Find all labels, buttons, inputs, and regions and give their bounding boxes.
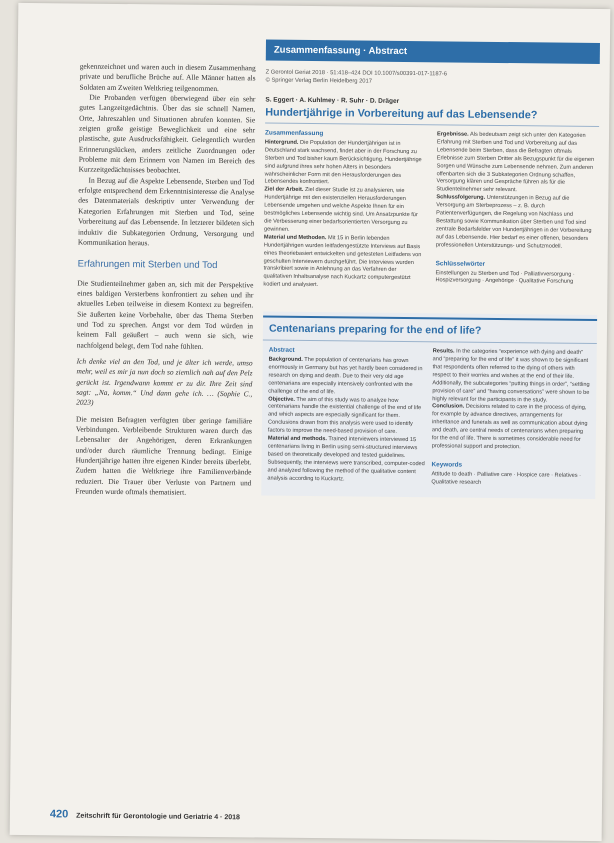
keywords: Attitude to death · Palliative care · Hospice care · Relatives · Qualitative research	[431, 471, 582, 486]
page-footer	[50, 808, 240, 822]
citation-line: Z Gerontol Geriat 2018 · 51:418–424 DOI 10.1007/s00391-017-1187-6	[265, 69, 448, 78]
abstract-part: Hintergrund. Die Population der Hundertjährigen ist in Deutschland stark wachsend, findet aber in der Forschung zu Sterben und Tod bisher kaum Berücksichtigung. Hundertjährige sind aufgrund ihres sehr hohen Alters in besonders wahrscheinlicher Form mit den Herausforderungen des Lebensendes konfrontiert.	[264, 139, 422, 186]
body-paragraph: Die Studienteilnehmer gaben an, sich mit der Perspektive eines baldigen Versterbens konfrontiert zu sehen und ihr aktuelles Leben teilweise in diesem Kontext zu begreifen. Sie äußerten keine Vorbehalte, über das Thema Sterben und Tod zu sprechen. Angst vor dem Tod würden in keinem Fall geäußert – auch wenn sie sich, wie nachfolgend belegt, dem Tod nahe fühlten.	[76, 278, 254, 351]
abstract-part: Results. In the categories “experience with dying and death” and “preparing for the end of life” it was shown to be significant that respondents often referred to the dying of others with respect to their worries and wishes at the end of their life. Additionally, the subcategories “putting things in order”, “settling provision of care” and “having conversations” were shown to be highly relevant for the participants in the study.	[432, 348, 590, 404]
copyright-line: © Springer Verlag Berlin Heidelberg 2017	[265, 77, 373, 85]
abstract-part: Objective. The aim of this study was to analyze how centenarians handle the existential challenge of the end of life and which aspects are especially significant for them. Conclusions drawn from this analysis were used to identify factors to improve the need-based provision of care.	[267, 396, 422, 436]
section-heading: Erfahrungen mit Sterben und Tod	[77, 258, 218, 272]
abstract-part: Material und Methoden. Mit 15 in Berlin lebenden Hundertjährigen wurden leitfadengestützte Interviews auf Basis eines theoriebasiert entwickelten und getesteten Leitfadens von geschulten Interviewern durchgeführt. Die Interviews wurden transkribiert sowie in Anlehnung an das Verfahren der qualitativen Inhaltsanalyse nach Kuckartz computergestützt kodiert und analysiert.	[263, 234, 422, 289]
german-abstract-left	[263, 130, 427, 292]
german-abstract	[263, 130, 599, 294]
article-body-column	[75, 62, 256, 499]
journal-name: Zeitschrift für Gerontologie und Geriatrie 4 · 2018	[76, 812, 240, 822]
body-paragraph: gekennzeichnet und waren auch in diesem Zusammenhang private und berufliche Brüche auf. Alle Männer hatten als Soldaten am Zweiten Weltkrieg teilgenommen.	[79, 61, 256, 93]
journal-page	[10, 3, 611, 841]
english-abstract-left	[267, 347, 426, 487]
abstract-part: Background. The population of centenarians has grown enormously in Germany but has yet hardly been considered in research on dying and death. Due to their very old age centenarians are especially intensively confronted with the challenge of the end of life.	[268, 356, 423, 395]
body-paragraph: In Bezug auf die Aspekte Lebensende, Sterben und Tod erfolgte entsprechend dem Erkenntnisinteresse die Analyse des Datenmaterials deskriptiv unter Verwendung der Kategorien Erfahrungen mit Sterben und Tod, seine Vorbereitung auf das Lebensende. In letzterer bildeten sich induktiv die Subkategorien Ordnung, Versorgung und Kommunikation heraus.	[77, 175, 255, 248]
abstract-part: Ergebnisse. Als bedeutsam zeigt sich unter den Kategorien Erfahrung mit Sterben und Tod und Vorbereitung auf das Lebensende beim Sterben, dass die Befragten oftmals Erlebnisse zum Sterben Dritter als Bezugspunkt für die eigenen Sorgen und Wünsche zum Lebensende nehmen. Zum anderen offenbarten sich die 3 Subkategorien Ordnung schaffen, Versorgung klären und Gespräche führen als für die Studienteilnehmer sehr relevant.	[436, 131, 595, 194]
body-paragraph: Die meisten Befragten verfügten über geringe familiäre Verbindungen. Verbleibende Strukturen waren durch das Lebensalter der Angehörigen, deren Erkrankungen und/oder durch räumliche Trennung bedingt. Einige Hundertjährige hatten ihre eigenen Kinder bereits überlebt. Zudem hatten die Weltkriege ihre Familienverbände reduziert. Die Trauer über Verluste von Partnern und Freunden wurde oftmals thematisiert.	[75, 414, 253, 497]
abstract-column	[261, 40, 600, 499]
german-title: Hundertjährige in Vorbereitung auf das Lebensende?	[265, 107, 599, 127]
english-abstract-right	[431, 348, 590, 488]
keywords: Einstellungen zu Sterben und Tod · Palliativversorgung · Hospizversorgung · Angehörige · Qualitative Forschung	[435, 269, 575, 286]
authors: S. Eggert · A. Kuhlmey · R. Suhr · D. Dräger	[265, 96, 400, 105]
keywords-label: Schlüsselwörter	[435, 259, 486, 268]
abstract-part: Ziel der Arbeit. Ziel dieser Studie ist zu analysieren, wie Hundertjährige mit den existenziellen Herausforderungen Lebensende umgehen und welche Aspekte Ihnen für ein bestmögliches Lebensende wichtig sind. Um Ansatzpunkte für die Verbesserung einer bedarfsorientierten Versorgung zu gewinnen.	[263, 186, 418, 233]
english-title: Centenarians preparing for the end of life?	[263, 316, 597, 344]
abstract-part: Schlussfolgerung. Unterstützungen in Bezug auf die Versorgung am Sterbeprozess – z. B. durch Patientenverfügungen, die Regelung von Nachlass und Bestattung sowie Kommunikation über Sterben und Tod sind zentrale Bedarfsfelder von Hundertjährigen in der Vorbereitung auf das Lebensende. Hier bedarf es einer offenen, besonders professionellen Unterstützungs- und Schutzmodell.	[435, 194, 592, 250]
abstract-banner: Zusammenfassung · Abstract	[266, 40, 600, 64]
german-abstract-right	[435, 131, 599, 293]
citation-meta	[266, 69, 600, 88]
abstract-section-label: Zusammenfassung	[264, 129, 324, 138]
abstract-section-label: Abstract	[268, 346, 295, 354]
english-abstract-box	[261, 312, 597, 499]
abstract-part: Conclusion. Decisions related to care in the process of dying, for example by advance directives, arrangements for inheritance and funerals as well as communication about dying and death, are central needs of centenarians when preparing for the end of life. There is sometimes considerable need for professional support and protection.	[431, 403, 588, 451]
page-number: 420	[49, 808, 69, 821]
body-paragraph: Die Probanden verfügen überwiegend über ein sehr gutes Langzeitgedächtnis. Über das sie schnell Namen, Orte, Jahreszahlen und Situationen abrufen konnten. Sie zeigten große geistige Beweglichkeit und eine sehr plastische, gute Ausdrucksfähigkeit. Gelegentlich wurden Erinnerungslücken, anders zeitliche Zuordnungen oder Probleme mit dem Erinnern von Namen im Bereich des Kurzzeitgedächtnisses beobachtet.	[78, 92, 256, 176]
interview-quote: Ich denke viel an den Tod, und je älter ich werde, umso mehr, weil es mir ja nun doch so ziemlich nah auf den Pelz gerückt ist. Irgendwann kommt er zu dir. Ihre Zeit sind sagt: „Na, komm.“ Und dann gehe ich. … (Sophie C., 2023)	[76, 356, 253, 408]
english-abstract	[261, 347, 596, 489]
keywords-label: Keywords	[431, 461, 463, 469]
abstract-part: Material and methods. Trained interviewers interviewed 15 centenarians living in Berlin using semi-structured interviews based on theoretically developed and tested guidelines. Subsequently, the interviews were transcribed, computer-coded and analyzed following the method of the qualitative content analysis according to Kuckartz.	[267, 435, 425, 482]
